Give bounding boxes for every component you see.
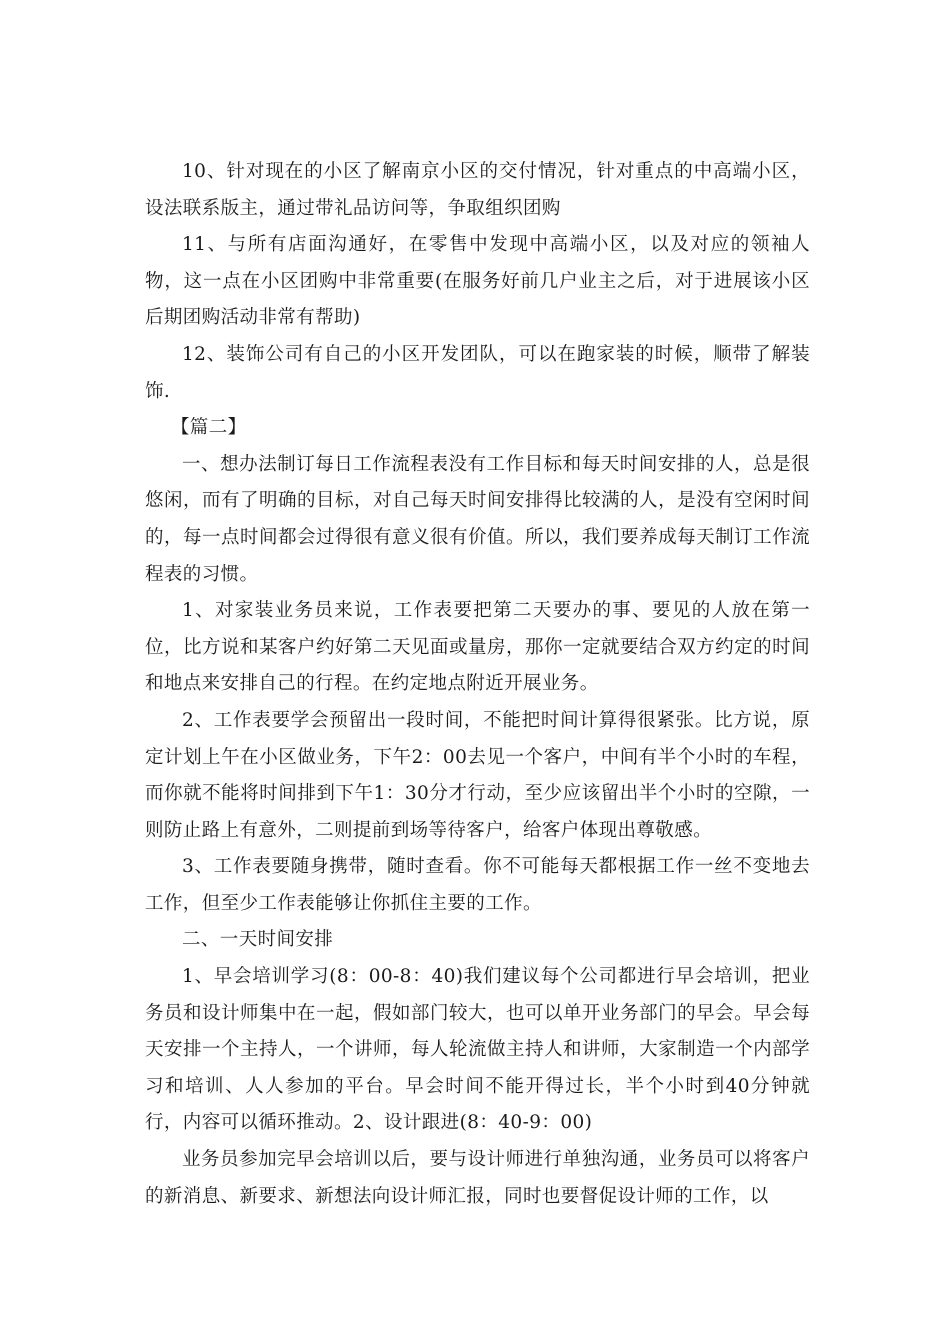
paragraph-workflow-1: 1、对家装业务员来说，工作表要把第二天要办的事、要见的人放在第一位，比方说和某客户约好第二天见面或量房，那你一定就要结合双方约定的时间和地点来安排自己的行程。在约定地点附近开展业务。 — [145, 600, 810, 695]
paragraph-workflow-2: 2、工作表要学会预留出一段时间，不能把时间计算得很紧张。比方说，原定计划上午在小区做业务，下午2：00去见一个客户，中间有半个小时的车程，而你就不能将时间排到下午1：30分才行动，至少应该留出半个小时的空隙，一则防止路上有意外，二则提前到场等待客户，给客户体现出尊敬感。 — [145, 709, 810, 841]
paragraph-workflow-intro: 一、想办法制订每日工作流程表没有工作目标和每天时间安排的人，总是很悠闲，而有了明确的目标，对自己每天时间安排得比较满的人，是没有空闲时间的，每一点时间都会过得很有意义很有价值。所以，我们要养成每天制订工作流程表的习惯。 — [145, 453, 810, 585]
paragraph-10: 10、针对现在的小区了解南京小区的交付情况，针对重点的中高端小区，设法联系版主，通过带礼品访问等，争取组织团购 — [145, 161, 810, 219]
paragraph-11: 11、与所有店面沟通好，在零售中发现中高端小区，以及对应的领袖人物，这一点在小区团购中非常重要(在服务好前几户业主之后，对于进展该小区后期团购活动非常有帮助) — [145, 234, 810, 329]
paragraph-12: 12、装饰公司有自己的小区开发团队，可以在跑家装的时候，顺带了解装饰. — [145, 343, 810, 402]
document-body — [145, 154, 810, 1215]
paragraph-workflow-3: 3、工作表要随身携带，随时查看。你不可能每天都根据工作一丝不变地去工作，但至少工作表能够让你抓住主要的工作。 — [145, 856, 810, 914]
paragraph-schedule-2: 业务员参加完早会培训以后，要与设计师进行单独沟通，业务员可以将客户的新消息、新要求、新想法向设计师汇报，同时也要督促设计师的工作，以 — [145, 1149, 810, 1207]
section-title: 【篇二】 — [170, 417, 247, 439]
paragraph-schedule-heading: 二、一天时间安排 — [182, 929, 334, 951]
paragraph-schedule-1: 1、早会培训学习(8：00-8：40)我们建议每个公司都进行早会培训，把业务员和设计师集中在一起，假如部门较大，也可以单开业务部门的早会。早会每天安排一个主持人，一个讲师，每人轮流做主持人和讲师，大家制造一个内部学习和培训、人人参加的平台。早会时间不能开得过长，半个小时到40分钟就行，内容可以循环推动。2、设计跟进(8：40-9：00) — [145, 966, 810, 1134]
